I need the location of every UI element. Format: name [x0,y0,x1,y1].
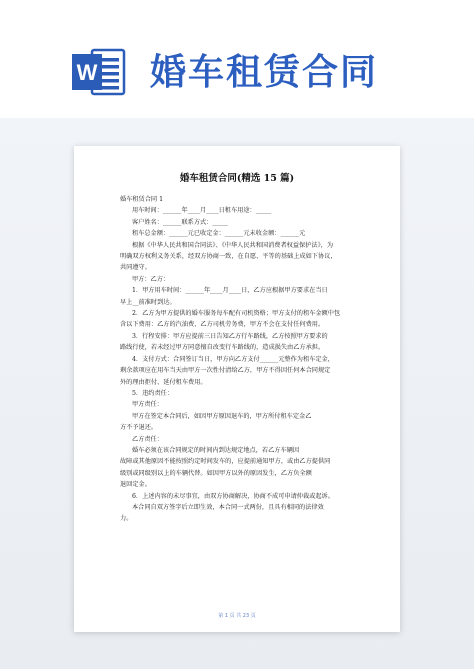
body-line: 剩余款项应在用车当天由甲方一次性付清给乙方，甲方不得因任何本合同规定 [120,367,331,375]
body-line: 甲方：乙方： [132,275,170,283]
body-line: 明确双方权利义务关系，经双方协商一致，在自愿、平等的基础上成如下协议， [120,253,337,261]
body-line: 级别或同级别以上的车辆代替。如因甲方以外的原因发生，乙方负全额 [120,469,312,477]
body-line: 2．乙方为甲方提供的婚车服务每车配有司机资格；甲方支付的租车金额中包 [132,310,341,318]
body-line: 客户姓名：______联系方式：_____ [132,218,228,226]
body-line: 根据《中华人民共和国合同法》、《中华人民共和国消费者权益保护法》，为 [132,241,334,249]
body-line: 外的理由拒付、延付租车费用。 [120,378,207,386]
body-line: 1．甲方用车时间：______年____月____日，乙方应根据甲方要求在当日 [132,287,328,295]
body-line: 路线行使，若未经过甲方同意擅自改变行车路线的，造成损失由乙方承担。 [120,344,325,352]
body-line: 6．上述内容的未尽事宜，由双方协商解决，协商不成可申请仲裁或起诉。 [132,492,334,500]
body-line: 4．支付方式：合同签订当日，甲方向乙方支付______元整作为租车定金， [132,355,334,363]
body-line: 含以下费用：乙方的汽油费、乙方司机劳务费，甲方不会在支付任何费用。 [120,321,325,329]
document-page [74,146,400,632]
body-line: 甲方在签定本合同后，如因甲方原因退车的，甲方所付租车定金乙 [132,412,312,420]
page-indicator: 第 1 页 共 23 页 [218,613,256,619]
word-document-icon [72,46,126,98]
body-line: 租车总金额：______元已收定金：______元未收金额：______元 [132,230,306,238]
body-line: 用车时间：______年____月____日租车用途：_____ [132,207,272,215]
body-line: 力。 [120,515,133,523]
banner [0,0,474,118]
banner-title: 婚车租赁合同 [150,52,379,93]
body-line: 5．违约责任： [132,389,174,397]
word-icon-letter: W [76,60,98,85]
body-line: 本合同自双方签字后立即生效，本合同一式两份，且具有相同的法律效 [132,503,324,511]
body-line: 退回定金。 [120,481,151,489]
body-line: 婚车租赁合同 1 [120,196,164,203]
body-line: 共同遵守。 [120,264,151,272]
body-line: 方不予退还。 [120,424,158,432]
document-title: 婚车租赁合同(精选 15 篇) [179,173,295,184]
document-body [120,194,356,525]
body-line: 故障或其他原因不能按照约定时间发车的，应提前通知甲方，或由乙方提供同 [120,458,331,466]
body-line: 乙方责任： [132,435,163,443]
body-line: 早上__前准时到达。 [120,298,176,306]
body-line: 甲方责任： [132,401,163,409]
body-line: 婚车必须在该合同规定的时间内到达规定地点，若乙方车辆因 [132,446,300,454]
body-line: 3．行程安排：甲方应提前三日告知乙方行车路线，乙方按照甲方要求的 [132,332,328,340]
